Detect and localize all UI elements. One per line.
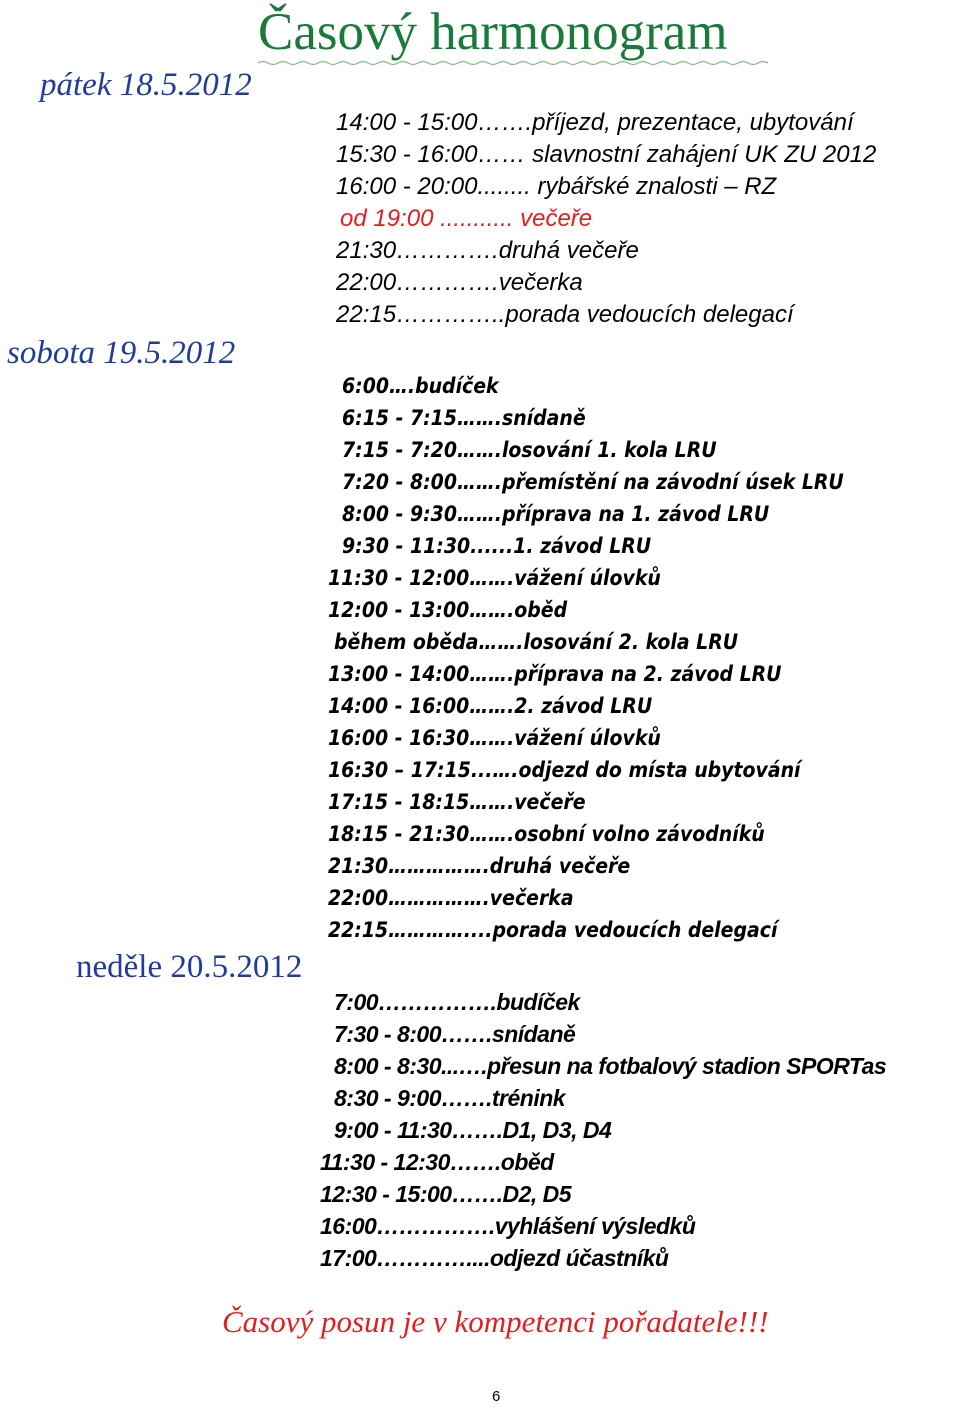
schedule-item: 6:15 - 7:15…….snídaně [342, 406, 586, 430]
schedule-item: 8:00 - 8:30...….přesun na fotbalový stadion SPORTas [334, 1053, 887, 1079]
schedule-item: 8:30 - 9:00…….trénink [334, 1085, 566, 1111]
schedule-item: 8:00 - 9:30…….příprava na 1. závod LRU [342, 502, 770, 526]
schedule-item: od 19:00 ........... večeře [340, 205, 593, 232]
schedule-item: 22:15…………..porada vedoucích delegací [336, 301, 794, 328]
schedule-item: 15:30 - 16:00…… slavnostní zahájení UK ZU 2012 [336, 141, 877, 168]
schedule-item: 9:30 - 11:30......1. závod LRU [342, 534, 652, 558]
saturday-heading: sobota 19.5.2012 [7, 335, 236, 371]
schedule-item: 16:00 - 20:00........ rybářské znalosti – RZ [336, 173, 777, 200]
schedule-item: 12:30 - 15:00…….D2, D5 [320, 1181, 572, 1207]
schedule-item: 22:00…………….večerka [328, 886, 574, 910]
schedule-item: 7:15 - 7:20…….losování 1. kola LRU [342, 438, 717, 462]
schedule-item: 6:00….budíček [342, 374, 499, 398]
page-number: 6 [492, 1388, 501, 1405]
schedule-item: 16:00…………….vyhlášení výsledků [320, 1213, 696, 1239]
title-wavy-underline [258, 60, 768, 66]
schedule-item: 21:30………….druhá večeře [336, 237, 639, 264]
friday-heading: pátek 18.5.2012 [40, 67, 252, 103]
footer-note: Časový posun je v kompetenci pořadatele!!! [222, 1304, 769, 1339]
schedule-item: 7:00…………….budíček [334, 989, 580, 1015]
schedule-item: 18:15 - 21:30…….osobní volno závodníků [328, 822, 765, 846]
schedule-item: 16:00 - 16:30…….vážení úlovků [328, 726, 661, 750]
page-title: Časový harmonogram [258, 3, 728, 61]
schedule-item: 9:00 - 11:30…….D1, D3, D4 [334, 1117, 612, 1143]
schedule-item: 11:30 - 12:30…….oběd [320, 1149, 554, 1175]
schedule-item: 16:30 – 17:15...….odjezd do místa ubytování [328, 758, 801, 782]
schedule-item: 13:00 - 14:00…….příprava na 2. závod LRU [328, 662, 782, 686]
schedule-item: 7:30 - 8:00…….snídaně [334, 1021, 576, 1047]
schedule-item: 21:30…………….druhá večeře [328, 854, 631, 878]
schedule-item: 22:00………….večerka [336, 269, 583, 296]
schedule-item: 22:15…………....porada vedoucích delegací [328, 918, 778, 942]
schedule-item: 17:15 - 18:15…….večeře [328, 790, 586, 814]
schedule-item: 11:30 - 12:00…….vážení úlovků [328, 566, 661, 590]
sunday-heading: neděle 20.5.2012 [76, 949, 303, 985]
schedule-item: 14:00 - 16:00…….2. závod LRU [328, 694, 653, 718]
schedule-item: 12:00 - 13:00…….oběd [328, 598, 568, 622]
schedule-item: 7:20 - 8:00…….přemístění na závodní úsek LRU [342, 470, 844, 494]
schedule-item: 14:00 - 15:00…….příjezd, prezentace, ubytování [336, 109, 854, 136]
schedule-item: 17:00…………....odjezd účastníků [320, 1245, 669, 1271]
schedule-item: během oběda…….losování 2. kola LRU [334, 630, 739, 654]
